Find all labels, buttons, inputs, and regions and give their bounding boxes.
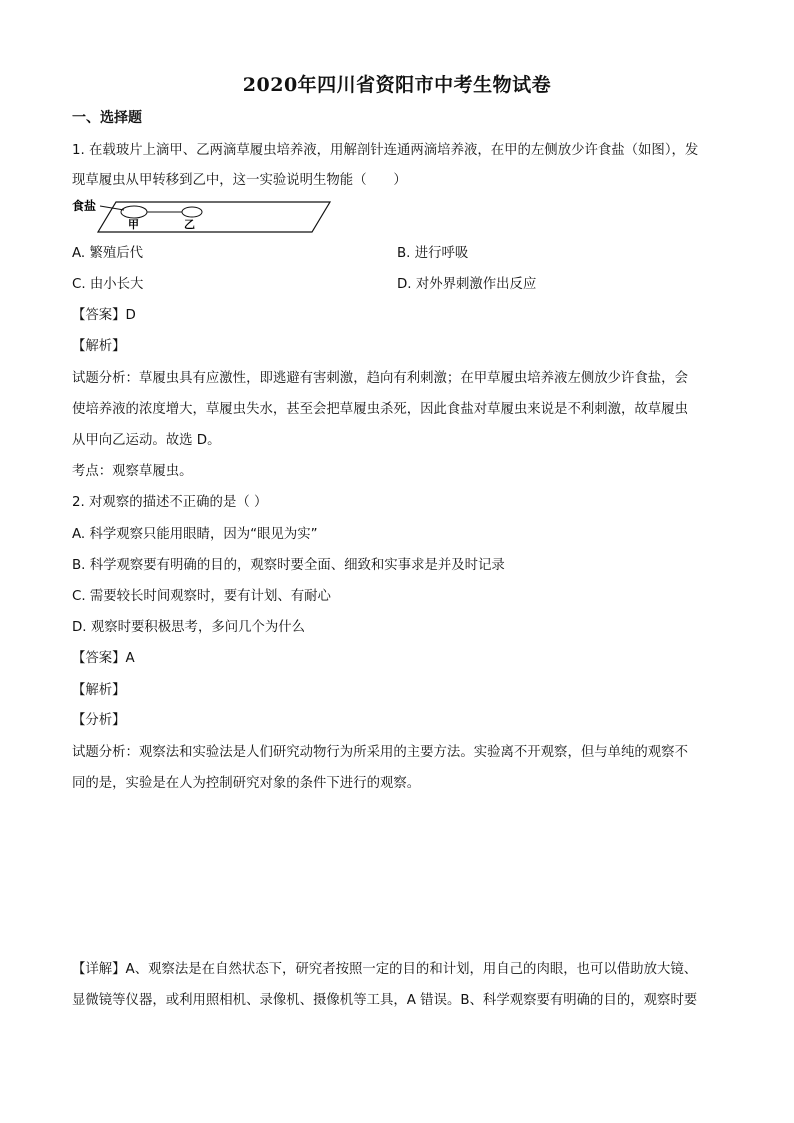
q2-stem: 2. 对观察的描述不正确的是（ ）	[72, 495, 268, 510]
figure-label-salt: 食盐	[72, 199, 97, 213]
q2-option-a: A. 科学观察只能用眼睛，因为“眼见为实”	[72, 527, 318, 542]
q1-analysis-line1: 试题分析：草履虫具有应激性，即逃避有害刺激，趋向有利刺激；在甲草履虫培养液左侧放少许食盐，会	[72, 371, 688, 386]
q1-stem-line2: 现草履虫从甲转移到乙中，这一实验说明生物能（ ）	[72, 173, 407, 188]
q1-kaodian: 考点：观察草履虫。	[72, 464, 193, 479]
drop-yi	[182, 207, 202, 217]
section-heading: 一、选择题	[72, 110, 142, 126]
q2-option-c: C. 需要较长时间观察时，要有计划、有耐心	[72, 589, 331, 604]
figure-label-jia: 甲	[128, 218, 139, 231]
q2-option-d: D. 观察时要积极思考，多问几个为什么	[72, 620, 306, 635]
q2-answer: 【答案】A	[72, 651, 135, 666]
figure-label-yi: 乙	[184, 218, 195, 231]
q1-analysis-line2: 使培养液的浓度增大，草履虫失水，甚至会把草履虫杀死，因此食盐对草履虫来说是不利刺激，故草履虫	[72, 402, 688, 417]
q1-answer: 【答案】D	[72, 308, 136, 323]
drop-jia	[121, 206, 147, 218]
q2-fenxi-label: 【分析】	[72, 713, 126, 728]
q2-fenxi-line2: 同的是，实验是在人为控制研究对象的条件下进行的观察。	[72, 776, 421, 791]
q1-option-a: A. 繁殖后代	[72, 246, 143, 261]
q2-analysis-label: 【解析】	[72, 683, 126, 698]
q1-option-d: D. 对外界刺激作出反应	[397, 277, 537, 292]
q1-analysis-label: 【解析】	[72, 339, 126, 354]
q1-analysis-line3: 从甲向乙运动。故选 D。	[72, 433, 221, 448]
q2-detail-line2: 显微镜等仪器，或利用照相机、录像机、摄像机等工具，A 错误。B、科学观察要有明确的目的，观察时要	[72, 993, 698, 1008]
q2-detail-line1: 【详解】A、观察法是在自然状态下，研究者按照一定的目的和计划，用自己的肉眼，也可以借助放大镜、	[72, 962, 698, 977]
q2-option-b: B. 科学观察要有明确的目的，观察时要全面、细致和实事求是并及时记录	[72, 558, 505, 573]
q1-option-b: B. 进行呼吸	[397, 246, 469, 261]
page-title: 2020年四川省资阳市中考生物试卷	[242, 74, 552, 96]
q1-option-c: C. 由小长大	[72, 277, 144, 292]
q1-figure-slide	[72, 196, 332, 236]
q1-stem-line1: 1. 在载玻片上滴甲、乙两滴草履虫培养液，用解剖针连通两滴培养液，在甲的左侧放少许食盐（如图），发	[72, 143, 699, 158]
q2-fenxi-line1: 试题分析：观察法和实验法是人们研究动物行为所采用的主要方法。实验离不开观察，但与单纯的观察不	[72, 745, 688, 760]
